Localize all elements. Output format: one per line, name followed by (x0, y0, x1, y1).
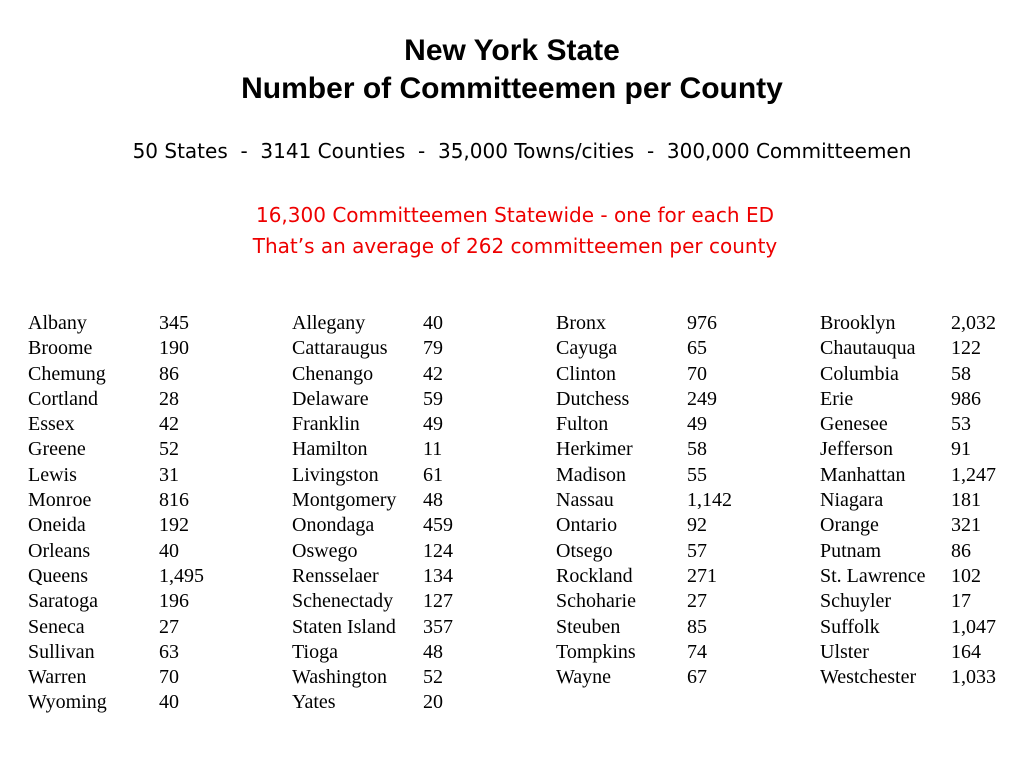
committeemen-count: 86 (951, 539, 971, 562)
county-name: Rensselaer (292, 564, 379, 587)
committeemen-count: 53 (951, 413, 971, 436)
committeemen-count: 74 (687, 640, 707, 663)
county-name: Schuyler (820, 590, 892, 613)
county-name: Franklin (292, 413, 360, 436)
county-name: Seneca (28, 615, 85, 638)
committeemen-count: 976 (687, 312, 717, 334)
highlight-block (0, 200, 1024, 262)
county-name: Broome (28, 337, 93, 360)
county-name: Chemung (28, 362, 106, 385)
committeemen-count: 70 (159, 666, 179, 689)
county-name: Montgomery (292, 489, 397, 512)
county-name: Washington (292, 666, 388, 689)
committeemen-count: 63 (159, 640, 179, 663)
committeemen-count: 48 (423, 640, 443, 663)
county-name: Chenango (292, 362, 374, 385)
title-line-1: New York State (404, 34, 620, 67)
committeemen-count: 249 (687, 387, 717, 410)
county-name: Genesee (820, 413, 888, 436)
committeemen-count: 124 (423, 539, 453, 562)
committeemen-count: 65 (687, 337, 707, 360)
county-name: Cattaraugus (292, 337, 388, 360)
committeemen-count: 86 (159, 362, 179, 385)
county-name: Greene (28, 438, 86, 461)
county-name: Manhattan (820, 463, 906, 486)
committeemen-count: 459 (423, 514, 453, 537)
committeemen-count: 134 (423, 564, 453, 587)
committeemen-count: 127 (423, 590, 453, 613)
slide-title (0, 32, 1024, 108)
committeemen-count: 42 (159, 413, 179, 436)
committeemen-count: 122 (951, 337, 981, 360)
committeemen-count: 67 (687, 666, 707, 689)
county-name: Ontario (556, 514, 618, 537)
county-name: Allegany (292, 312, 366, 334)
committeemen-count: 58 (687, 438, 707, 461)
county-name: Rockland (556, 564, 633, 587)
county-name: Saratoga (28, 590, 98, 613)
committeemen-count: 52 (159, 438, 179, 461)
committeemen-count: 816 (159, 489, 189, 512)
county-name: Herkimer (556, 438, 633, 461)
county-name: Suffolk (820, 615, 880, 638)
highlight-line-1: 16,300 Committeemen Statewide - one for each ED (255, 203, 775, 227)
stats-line: 50 States - 3141 Counties - 35,000 Towns/cities - 300,000 Committeemen (132, 139, 912, 163)
county-name: Sullivan (28, 640, 95, 663)
county-name: Brooklyn (820, 312, 896, 334)
county-name: Orange (820, 514, 879, 537)
committeemen-count: 1,047 (951, 615, 996, 638)
committeemen-count: 92 (687, 514, 707, 537)
county-name: Erie (820, 387, 854, 410)
county-name: Ulster (820, 640, 869, 663)
committeemen-count: 357 (423, 615, 453, 638)
committeemen-count: 59 (423, 387, 443, 410)
county-name: Staten Island (292, 615, 396, 638)
county-name: Albany (28, 312, 87, 334)
county-name: Orleans (28, 539, 91, 562)
committeemen-count: 321 (951, 514, 981, 537)
county-name: Schoharie (556, 590, 636, 613)
committeemen-count: 49 (423, 413, 443, 436)
committeemen-count: 91 (951, 438, 971, 461)
committeemen-count: 58 (951, 362, 971, 385)
committeemen-count: 70 (687, 362, 707, 385)
committeemen-count: 1,033 (951, 666, 996, 689)
committeemen-count: 61 (423, 463, 443, 486)
committeemen-count: 57 (687, 539, 707, 562)
county-name: Warren (28, 666, 87, 689)
county-name: Monroe (28, 489, 92, 512)
committeemen-count: 20 (423, 691, 443, 714)
committeemen-count: 27 (159, 615, 179, 638)
county-name: Westchester (820, 666, 917, 689)
county-name: Wayne (556, 666, 612, 689)
county-name: Clinton (556, 362, 617, 385)
county-name: Jefferson (820, 438, 893, 461)
committeemen-count: 2,032 (951, 312, 996, 334)
committeemen-count: 85 (687, 615, 707, 638)
county-name: Oswego (292, 539, 358, 562)
committeemen-count: 1,495 (159, 564, 204, 587)
committeemen-count: 11 (423, 438, 443, 461)
county-name: Oneida (28, 514, 86, 537)
committeemen-count: 271 (687, 564, 717, 587)
county-name: Hamilton (292, 438, 368, 461)
committeemen-count: 31 (159, 463, 179, 486)
highlight-line-2: That’s an average of 262 committeemen per county (252, 234, 778, 258)
county-name: Tioga (292, 640, 338, 663)
committeemen-count: 164 (951, 640, 981, 663)
county-name: Dutchess (556, 387, 630, 410)
county-name: Otsego (556, 539, 613, 562)
county-name: Cayuga (556, 337, 618, 360)
committeemen-count: 1,247 (951, 463, 996, 486)
county-name: Lewis (28, 463, 77, 486)
county-name: Columbia (820, 362, 899, 385)
county-name: Wyoming (28, 691, 107, 714)
committeemen-count: 42 (423, 362, 443, 385)
county-name: Queens (28, 564, 88, 587)
county-name: Tompkins (556, 640, 636, 663)
committeemen-count: 49 (687, 413, 707, 436)
committeemen-count: 40 (159, 539, 179, 562)
committeemen-count: 102 (951, 564, 981, 587)
title-line-2: Number of Committeemen per County (241, 72, 783, 105)
county-name: Chautauqua (820, 337, 916, 360)
county-name: Bronx (556, 312, 606, 334)
committeemen-count: 79 (423, 337, 443, 360)
county-name: Essex (28, 413, 75, 436)
committeemen-count: 190 (159, 337, 189, 360)
county-name: St. Lawrence (820, 564, 926, 587)
county-name: Yates (292, 691, 336, 714)
committeemen-count: 40 (159, 691, 179, 714)
committeemen-count: 181 (951, 489, 981, 512)
committeemen-count: 52 (423, 666, 443, 689)
county-name: Livingston (292, 463, 379, 486)
committeemen-count: 192 (159, 514, 189, 537)
county-name: Putnam (820, 539, 882, 562)
county-name: Delaware (292, 387, 369, 410)
county-name: Nassau (556, 489, 614, 512)
committeemen-count: 17 (951, 590, 971, 613)
county-name: Schenectady (292, 590, 394, 613)
county-name: Niagara (820, 489, 884, 512)
county-name: Steuben (556, 615, 621, 638)
committeemen-count: 55 (687, 463, 707, 486)
committeemen-count: 40 (423, 312, 443, 334)
county-name: Cortland (28, 387, 98, 410)
committeemen-count: 28 (159, 387, 179, 410)
county-name: Onondaga (292, 514, 375, 537)
committeemen-count: 345 (159, 312, 189, 334)
committeemen-count: 196 (159, 590, 189, 613)
county-name: Madison (556, 463, 626, 486)
county-name: Fulton (556, 413, 609, 436)
committeemen-count: 986 (951, 387, 981, 410)
committeemen-count: 48 (423, 489, 443, 512)
committeemen-count: 1,142 (687, 489, 732, 512)
committeemen-count: 27 (687, 590, 707, 613)
